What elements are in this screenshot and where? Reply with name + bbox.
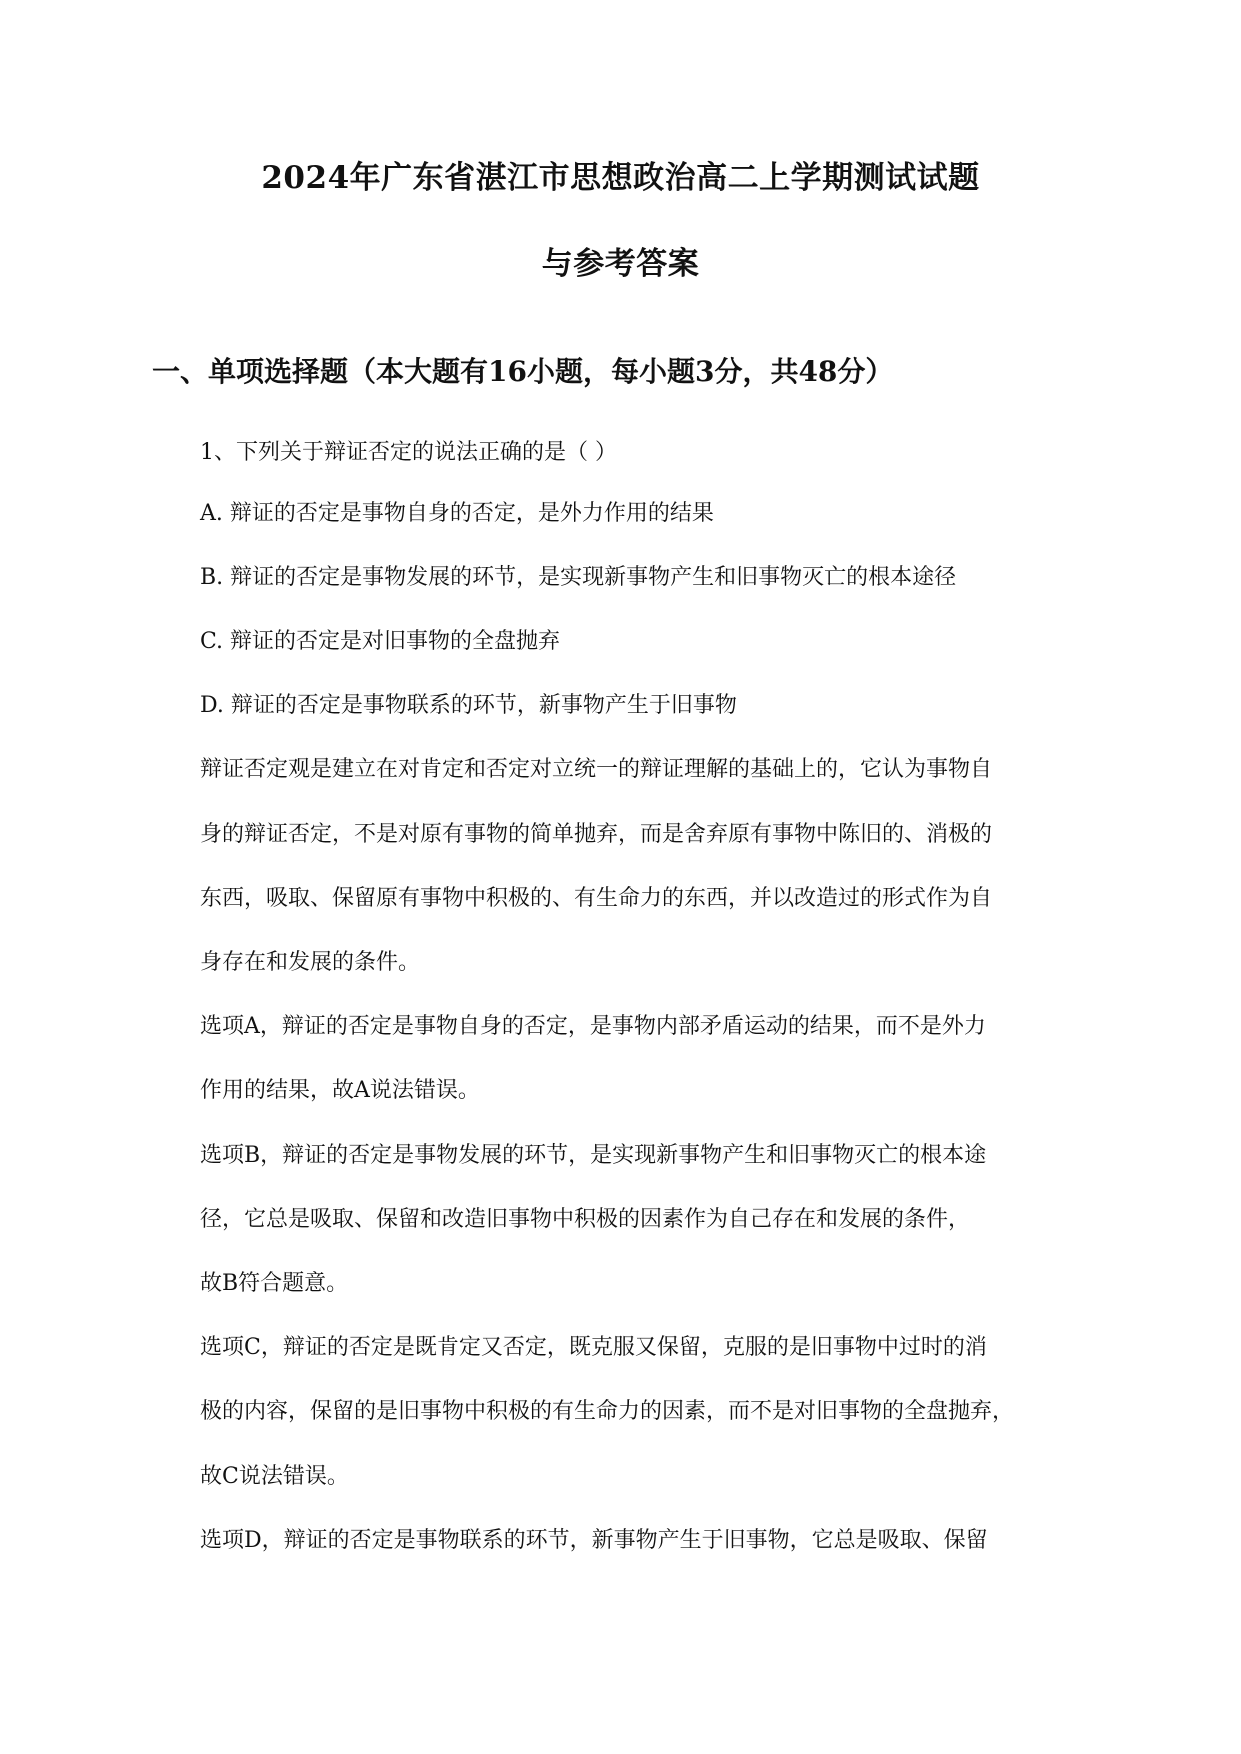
option-d: D. 辩证的否定是事物联系的环节，新事物产生于旧事物 bbox=[200, 693, 737, 718]
option-a: A. 辩证的否定是事物自身的否定，是外力作用的结果 bbox=[200, 501, 714, 526]
document-subtitle: 与参考答案 bbox=[541, 246, 700, 282]
analysis-line: 选项C，辩证的否定是既肯定又否定，既克服又保留，克服的是旧事物中过时的消 bbox=[200, 1335, 987, 1360]
option-c: C. 辩证的否定是对旧事物的全盘抛弃 bbox=[200, 629, 561, 654]
analysis-line: 选项D，辩证的否定是事物联系的环节，新事物产生于旧事物，它总是吸取、保留 bbox=[200, 1528, 988, 1553]
analysis-line: 选项B，辩证的否定是事物发展的环节，是实现新事物产生和旧事物灭亡的根本途 bbox=[200, 1143, 987, 1168]
analysis-line: 径，它总是吸取、保留和改造旧事物中积极的因素作为自己存在和发展的条件， bbox=[200, 1207, 971, 1232]
document-title: 2024年广东省湛江市思想政治高二上学期测试试题 bbox=[261, 160, 980, 196]
analysis-line: 作用的结果，故A说法错误。 bbox=[200, 1078, 480, 1103]
analysis-line: 东西，吸取、保留原有事物中积极的、有生命力的东西，并以改造过的形式作为自 bbox=[200, 886, 993, 911]
analysis-line: 故B符合题意。 bbox=[200, 1271, 349, 1296]
analysis-line: 身存在和发展的条件。 bbox=[200, 950, 421, 975]
analysis-line: 故C说法错误。 bbox=[200, 1464, 349, 1489]
analysis-line: 极的内容，保留的是旧事物中积极的有生命力的因素，而不是对旧事物的全盘抛弃， bbox=[200, 1399, 1015, 1424]
analysis-line: 选项A，辩证的否定是事物自身的否定，是事物内部矛盾运动的结果，而不是外力 bbox=[200, 1014, 986, 1039]
analysis-line: 辩证否定观是建立在对肯定和否定对立统一的辩证理解的基础上的，它认为事物自 bbox=[200, 757, 993, 782]
question-stem: 1、下列关于辩证否定的说法正确的是（ ） bbox=[200, 440, 617, 465]
section-heading: 一、单项选择题（本大题有16小题，每小题3分，共48分） bbox=[152, 355, 894, 388]
option-b: B. 辩证的否定是事物发展的环节，是实现新事物产生和旧事物灭亡的根本途径 bbox=[200, 565, 957, 590]
analysis-line: 身的辩证否定，不是对原有事物的简单抛弃，而是舍弃原有事物中陈旧的、消极的 bbox=[200, 822, 993, 847]
